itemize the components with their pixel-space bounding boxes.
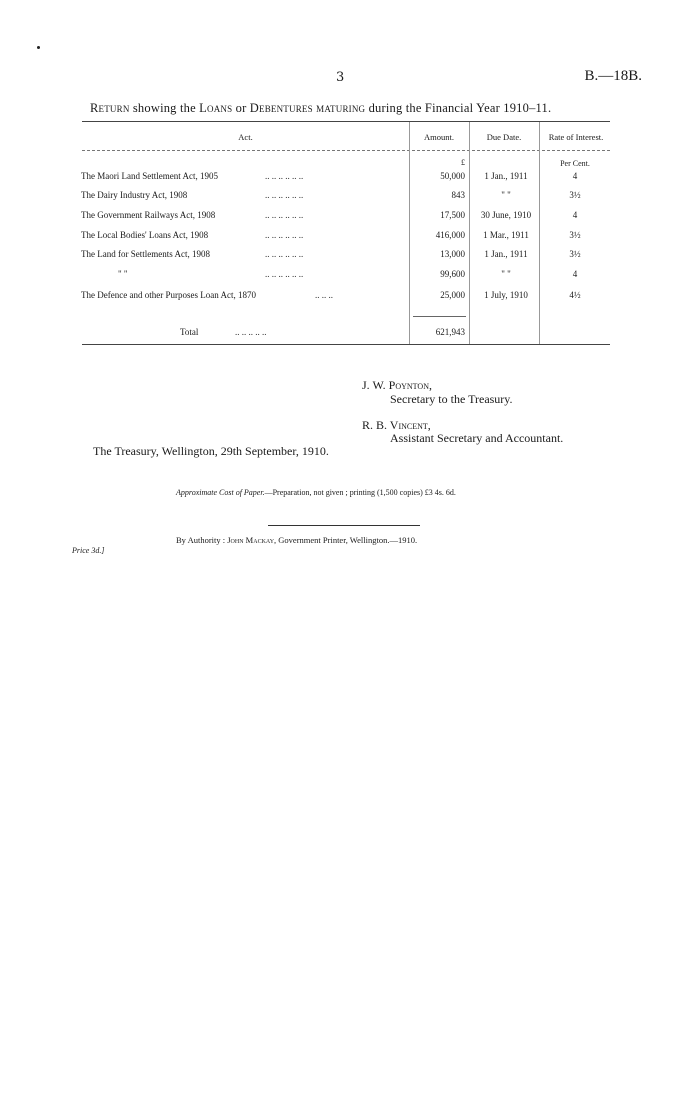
place-and-date: The Treasury, Wellington, 29th September, 1910. <box>93 444 329 458</box>
rate-unit: Per Cent. <box>560 159 590 168</box>
row-act: The Maori Land Settlement Act, 1905 <box>81 171 218 181</box>
document-reference: B.—18B. <box>584 68 642 84</box>
row-rate: 3½ <box>569 249 581 259</box>
scan-speck <box>37 46 40 49</box>
leader-dots: .. .. .. .. .. <box>235 327 267 337</box>
row-rate: 4 <box>572 210 578 220</box>
row-act: The Defence and other Purposes Loan Act, 1870 <box>81 290 256 300</box>
cost-of-paper <box>176 488 456 497</box>
authority-suffix: , Government Printer, Wellington.—1910. <box>274 535 418 545</box>
total-rule <box>413 316 466 317</box>
heading-part: showing the <box>129 101 200 115</box>
row-rate: 4 <box>572 171 578 181</box>
amount-unit: £ <box>461 158 465 167</box>
heading-word-loans: Loans <box>199 101 233 115</box>
total-amount: 621,943 <box>435 327 465 337</box>
row-due-date: 1 Jan., 1911 <box>484 171 528 181</box>
table-header-rule <box>82 150 610 151</box>
heading-word-maturing: maturing <box>316 101 366 115</box>
row-due-date: " " <box>501 269 511 279</box>
total-label: Total <box>180 327 199 337</box>
heading-part: or <box>232 101 250 115</box>
row-act: The Local Bodies' Loans Act, 1908 <box>81 230 209 240</box>
row-amount: 13,000 <box>440 249 465 259</box>
heading-word-debentures: Debentures <box>249 101 313 115</box>
row-amount: 17,500 <box>440 210 465 220</box>
row-due-date: 1 July, 1910 <box>484 290 528 300</box>
column-header-rate: Rate of Interest. <box>548 132 604 142</box>
printer-authority <box>176 535 417 545</box>
leader-dots: .. .. .. .. .. .. <box>265 190 304 200</box>
row-act-ditto: " " <box>118 269 128 279</box>
leader-dots: .. .. .. .. .. .. <box>265 230 304 240</box>
signatory-name-2: R. B. Vincent, <box>362 418 431 432</box>
table-heading <box>90 101 551 116</box>
table-top-rule <box>82 121 610 122</box>
row-due-date: " " <box>501 190 511 200</box>
price: Price 3d.] <box>72 546 105 555</box>
row-rate: 3½ <box>569 190 581 200</box>
row-amount: 843 <box>451 190 465 200</box>
leader-dots: .. .. .. <box>315 290 333 300</box>
row-due-date: 1 Jan., 1911 <box>484 249 528 259</box>
page-number: 3 <box>336 70 345 85</box>
row-rate: 4½ <box>569 290 581 300</box>
row-act: The Dairy Industry Act, 1908 <box>81 190 188 200</box>
column-header-due-date: Due Date. <box>486 132 522 142</box>
signatory-title-1: Secretary to the Treasury. <box>390 392 513 406</box>
row-amount: 416,000 <box>435 230 465 240</box>
row-amount: 99,600 <box>440 269 465 279</box>
cost-label: Approximate Cost of Paper. <box>176 488 265 497</box>
heading-part: during the Financial Year 1910–11. <box>365 101 552 115</box>
column-header-amount: Amount. <box>424 132 454 142</box>
leader-dots: .. .. .. .. .. .. <box>265 269 304 279</box>
footer-rule <box>268 525 420 526</box>
printer-name: John Mackay <box>227 535 275 545</box>
leader-dots: .. .. .. .. .. .. <box>265 210 304 220</box>
row-amount: 25,000 <box>440 290 465 300</box>
row-rate: 4 <box>572 269 578 279</box>
row-due-date: 1 Mar., 1911 <box>483 230 529 240</box>
row-act: The Government Railways Act, 1908 <box>81 210 216 220</box>
cost-text: —Preparation, not given ; printing (1,500 copies) £3 4s. 6d. <box>264 488 456 497</box>
heading-word-return: Return <box>90 101 130 115</box>
leader-dots: .. .. .. .. .. .. <box>265 249 304 259</box>
row-act: The Land for Settlements Act, 1908 <box>81 249 210 259</box>
signatory-title-2: Assistant Secretary and Accountant. <box>390 431 564 445</box>
row-due-date: 30 June, 1910 <box>480 210 532 220</box>
column-header-act: Act. <box>238 132 253 142</box>
table-bottom-rule <box>82 344 610 345</box>
authority-prefix: By Authority : <box>176 535 228 545</box>
row-rate: 3½ <box>569 230 581 240</box>
row-amount: 50,000 <box>440 171 465 181</box>
leader-dots: .. .. .. .. .. .. <box>265 171 304 181</box>
signatory-name-1: J. W. Poynton, <box>362 378 432 392</box>
